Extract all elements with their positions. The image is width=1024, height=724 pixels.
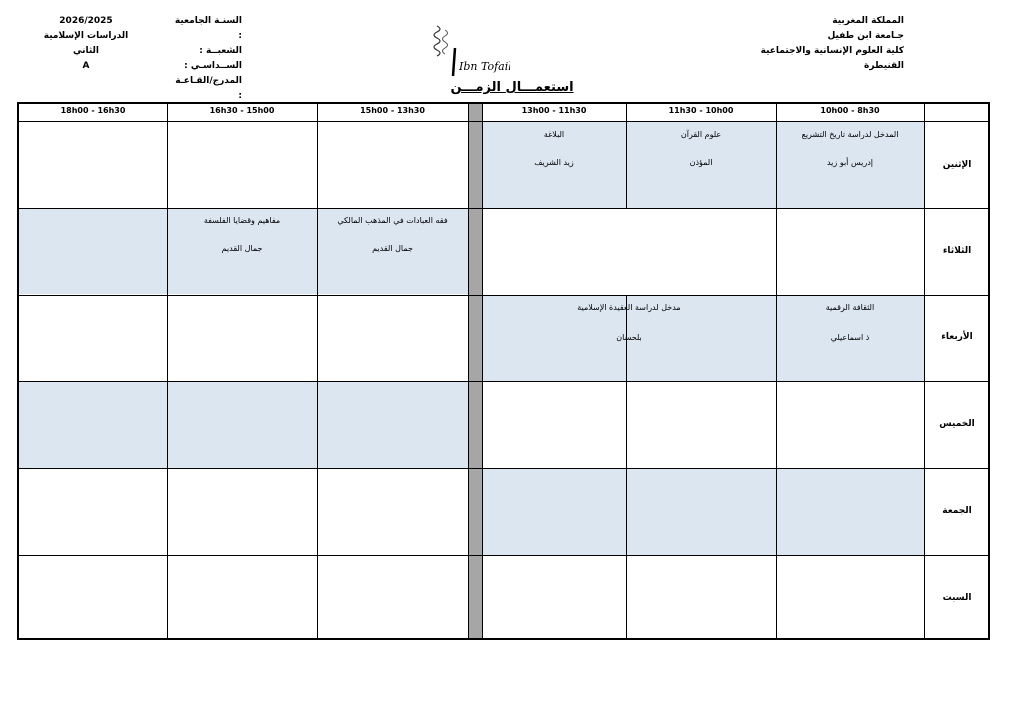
row-line: [19, 295, 988, 296]
day-col-line: [924, 104, 925, 638]
col-line: [482, 104, 483, 638]
col-line: [776, 104, 777, 638]
midday-separator: [468, 104, 482, 638]
day-thursday: الخميس: [939, 419, 975, 429]
info-label: الســداسـي :: [184, 61, 242, 71]
slot-fri-morning: [482, 468, 924, 555]
day-monday: الإثنين: [942, 160, 972, 170]
row-line: [19, 208, 988, 209]
col-line: [468, 104, 469, 638]
time-header: 13h00 - 11h30: [521, 106, 587, 115]
course-teacher: بلحسان: [616, 333, 642, 342]
row-line: [19, 381, 988, 382]
course-title: المدخل لدراسة تاريخ التشريع: [801, 130, 899, 139]
institution-line: جـامعة ابن طفيل: [827, 31, 904, 41]
day-saturday: السبت: [942, 593, 972, 603]
course-teacher: المؤذن: [689, 158, 713, 167]
course-title: علوم القرآن: [680, 130, 722, 139]
row-line: [19, 555, 988, 556]
col-line: [167, 104, 168, 638]
academic-year: 2026/2025: [59, 16, 113, 26]
slot-thu-afternoon: [19, 381, 468, 468]
semester: الثاني: [72, 46, 99, 56]
university-logo: [425, 18, 510, 78]
room: A: [82, 61, 90, 71]
time-header: 10h00 - 8h30: [820, 106, 880, 115]
course-title: مفاهيم وقضايا الفلسفة: [203, 216, 281, 225]
info-values: [40, 14, 132, 74]
institution-line: كلية العلوم الإنسانية والاجتماعية: [760, 46, 904, 56]
col-line: [317, 104, 318, 638]
course-teacher: جمال القديم: [372, 244, 413, 253]
col-line: [626, 295, 627, 638]
svg-text:Ibn Tofail: Ibn Tofail: [459, 60, 510, 73]
institution-line: القنيطرة: [864, 61, 904, 71]
time-header: 11h30 - 10h00: [668, 106, 734, 115]
program-name: الدراسات الإسلامية: [43, 31, 129, 41]
course-teacher: جمال القديم: [221, 244, 263, 253]
page-title: استعمـــال الزمـــن: [450, 80, 574, 95]
course-title: فقه العبادات في المذهب المالكي: [337, 216, 448, 225]
day-tuesday: الثلاثاء: [942, 246, 972, 256]
course-teacher: ذ اسماعيلي: [830, 333, 870, 342]
institution-block: [761, 14, 904, 74]
time-header: 15h00 - 13h30: [360, 106, 425, 115]
info-label: الشعبــة :: [199, 46, 242, 56]
row-line: [19, 468, 988, 469]
info-label: المدرج/القـاعـة :: [175, 76, 242, 101]
info-label: السنـة الجامعية :: [174, 16, 242, 41]
day-friday: الجمعة: [942, 506, 972, 516]
time-header: 18h00 - 16h30: [60, 106, 126, 115]
col-line: [626, 104, 627, 208]
timetable: [17, 102, 990, 640]
course-teacher: إدريس أبو زيد: [826, 158, 874, 167]
header-row-line: [19, 121, 988, 122]
course-title: مدخل لدراسة العقيدة الإسلامية: [577, 303, 681, 312]
institution-line: المملكة المغربية: [832, 16, 904, 26]
course-title: البلاغة: [543, 130, 565, 139]
course-title: الثقافة الرقمية: [825, 303, 875, 312]
course-teacher: زيد الشريف: [534, 158, 574, 167]
day-wednesday: الأربعاء: [941, 332, 973, 342]
time-header: 16h30 - 15h00: [209, 106, 275, 115]
